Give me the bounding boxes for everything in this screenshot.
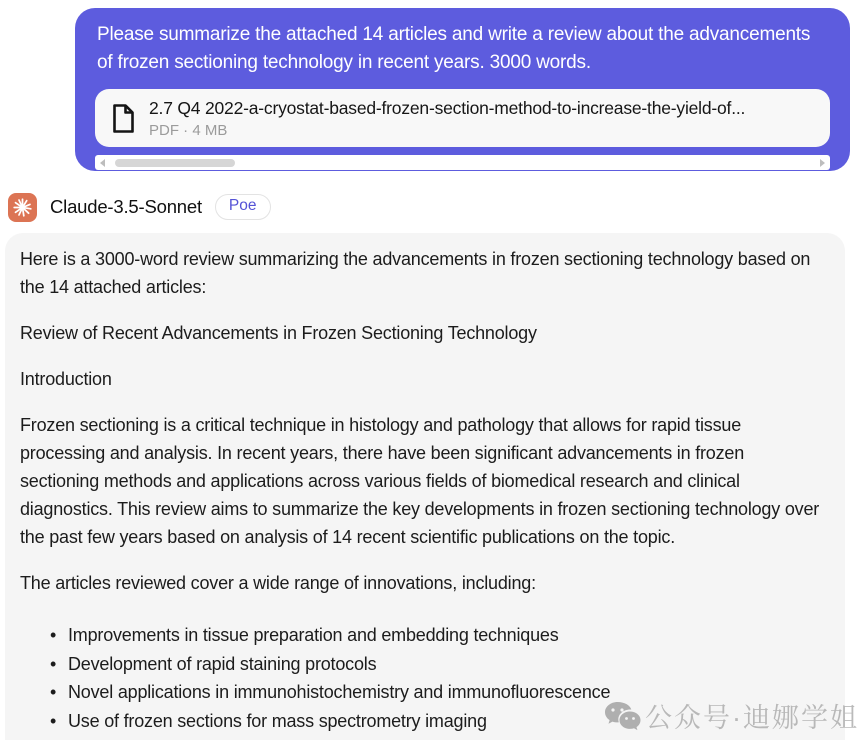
scrollbar-left-arrow-icon[interactable] bbox=[100, 159, 105, 167]
bot-identity-row bbox=[8, 192, 865, 222]
response-paragraph: Here is a 3000-word review summarizing the advancements in frozen sectioning technology based on the 14 attached articles: bbox=[20, 249, 811, 297]
user-message-bubble bbox=[75, 8, 850, 171]
bot-name[interactable]: Claude-3.5-Sonnet bbox=[50, 196, 202, 217]
response-paragraph: Frozen sectioning is a critical technique in histology and pathology that allows for rapid tissue processing and analysis. In recent years, there have been significant advancements in frozen sectioning methods and applications across various fields of biomedical research and clinical diagnostics. This review aims to summarize the key developments in frozen sectioning technology over the past few years based on analysis of 14 recent scientific publications on the topic. bbox=[20, 415, 820, 547]
response-paragraph: Review of Recent Advancements in Frozen Sectioning Technology bbox=[20, 323, 537, 343]
watermark-text: 公众号·迪娜学姐 bbox=[645, 703, 859, 733]
attachment-card[interactable] bbox=[95, 89, 830, 147]
response-bullet-list bbox=[20, 621, 821, 735]
attachment-filename: 2.7 Q4 2022-a-cryostat-based-frozen-section-method-to-increase-the-yield-of... bbox=[149, 97, 746, 118]
user-message-text: Please summarize the attached 14 articles and write a review about the advancements of frozen sectioning technology in recent years. 3000 words. bbox=[97, 24, 811, 73]
scrollbar-right-arrow-icon[interactable] bbox=[820, 159, 825, 167]
file-document-icon bbox=[111, 103, 136, 134]
list-item: • Development of rapid staining protocols bbox=[50, 650, 821, 679]
list-item: • Use of frozen sections for mass spectrometry imaging bbox=[50, 707, 821, 736]
poe-badge[interactable]: Poe bbox=[215, 194, 271, 220]
list-item: • Improvements in tissue preparation and embedding techniques bbox=[50, 621, 821, 650]
attachment-horizontal-scrollbar[interactable] bbox=[95, 155, 830, 170]
bot-response-bubble bbox=[5, 233, 845, 740]
attachment-text-block bbox=[149, 98, 814, 139]
list-item: • Novel applications in immunohistochemistry and immunofluorescence bbox=[50, 678, 821, 707]
claude-starburst-icon[interactable] bbox=[8, 193, 37, 222]
scrollbar-thumb[interactable] bbox=[115, 159, 235, 167]
response-paragraph: Introduction bbox=[20, 369, 112, 389]
response-paragraph: The articles reviewed cover a wide range of innovations, including: bbox=[20, 573, 536, 593]
attachment-meta: PDF · 4 MB bbox=[149, 121, 228, 139]
